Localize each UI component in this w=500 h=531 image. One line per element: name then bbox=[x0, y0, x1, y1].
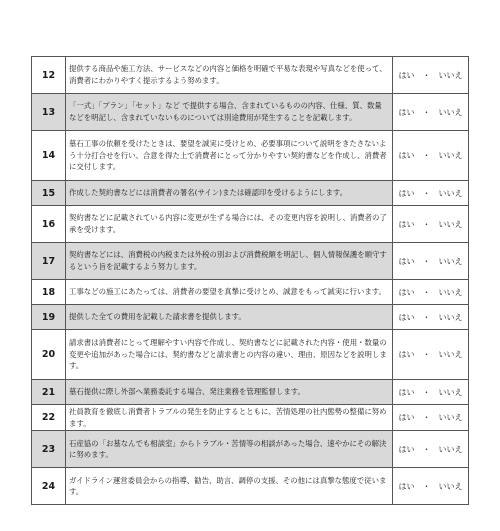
item-description: 契約書などには、消費税の内税または外税の別および消費税額を明記し、個人情報保護を順守するという旨を記載するよう努力します。 bbox=[66, 243, 393, 280]
item-number: 21 bbox=[32, 380, 66, 405]
item-description: 作成した契約書などには消費者の署名(サイン)または確認印を受けるようにします。 bbox=[66, 181, 393, 206]
checklist-row bbox=[32, 305, 469, 330]
item-number: 14 bbox=[32, 131, 66, 181]
answer-yes-option[interactable]: はい bbox=[398, 312, 415, 322]
answer-separator: ・ bbox=[422, 413, 431, 423]
checklist-row bbox=[32, 405, 469, 431]
answer-cell bbox=[393, 131, 469, 181]
checklist-row bbox=[32, 131, 469, 181]
answer-cell bbox=[393, 57, 469, 94]
item-number: 18 bbox=[32, 280, 66, 305]
answer-separator: ・ bbox=[422, 350, 431, 359]
answer-cell bbox=[393, 405, 469, 431]
answer-cell bbox=[393, 330, 469, 380]
answer-no-option[interactable]: いいえ bbox=[438, 188, 463, 198]
checklist-table bbox=[31, 56, 469, 505]
answer-no-option[interactable]: いいえ bbox=[438, 287, 463, 297]
item-number: 23 bbox=[32, 431, 66, 468]
answer-yes-option[interactable]: はい bbox=[398, 413, 415, 423]
checklist-row bbox=[32, 57, 469, 94]
answer-yes-option[interactable]: はい bbox=[398, 444, 415, 454]
checklist-row bbox=[32, 468, 469, 505]
item-description: 墓石提供に際し外部へ業務委託する場合、発注業務を管理監督します。 bbox=[66, 380, 393, 405]
answer-no-option[interactable]: いいえ bbox=[438, 350, 463, 359]
checklist-row bbox=[32, 94, 469, 131]
answer-cell bbox=[393, 206, 469, 243]
checklist-row bbox=[32, 243, 469, 280]
answer-yes-option[interactable]: はい bbox=[398, 387, 415, 397]
answer-no-option[interactable]: いいえ bbox=[438, 413, 463, 423]
checklist-row bbox=[32, 280, 469, 305]
item-description: 契約書などに記載されている内容に変更が生ずる場合には、その変更内容を説明し、消費者の了承を受けます。 bbox=[66, 206, 393, 243]
answer-separator: ・ bbox=[422, 312, 431, 322]
answer-no-option[interactable]: いいえ bbox=[438, 151, 463, 160]
item-description: 工事などの施工にあたっては、消費者の要望を真摯に受けとめ、誠意をもって誠実に行います。 bbox=[66, 280, 393, 305]
answer-no-option[interactable]: いいえ bbox=[438, 387, 463, 397]
answer-no-option[interactable]: いいえ bbox=[438, 219, 463, 229]
answer-separator: ・ bbox=[422, 287, 431, 297]
answer-yes-option[interactable]: はい bbox=[398, 256, 415, 266]
answer-yes-option[interactable]: はい bbox=[398, 107, 415, 117]
answer-no-option[interactable]: いいえ bbox=[438, 107, 463, 117]
answer-cell bbox=[393, 380, 469, 405]
answer-yes-option[interactable]: はい bbox=[398, 188, 415, 198]
answer-no-option[interactable]: いいえ bbox=[438, 70, 463, 80]
item-description: 石産協の「お墓なんでも相談室」からトラブル・苦情等の相談があった場合、速やかにその解決に努めます。 bbox=[66, 431, 393, 468]
answer-separator: ・ bbox=[422, 219, 431, 229]
answer-no-option[interactable]: いいえ bbox=[438, 444, 463, 454]
checklist-row bbox=[32, 380, 469, 405]
answer-no-option[interactable]: いいえ bbox=[438, 256, 463, 266]
answer-cell bbox=[393, 243, 469, 280]
answer-yes-option[interactable]: はい bbox=[398, 70, 415, 80]
answer-separator: ・ bbox=[422, 151, 431, 160]
item-number: 13 bbox=[32, 94, 66, 131]
item-description: 提供する商品や施工方法、サービスなどの内容と価格を明確で平易な表現や写真などを使って、消費者にわかりやすく提示するよう努めます。 bbox=[66, 57, 393, 94]
answer-separator: ・ bbox=[422, 188, 431, 198]
answer-separator: ・ bbox=[422, 107, 431, 117]
item-number: 15 bbox=[32, 181, 66, 206]
checklist-rows bbox=[32, 57, 469, 505]
item-number: 20 bbox=[32, 330, 66, 380]
item-number: 16 bbox=[32, 206, 66, 243]
answer-yes-option[interactable]: はい bbox=[398, 481, 415, 491]
item-number: 19 bbox=[32, 305, 66, 330]
answer-yes-option[interactable]: はい bbox=[398, 287, 415, 297]
answer-no-option[interactable]: いいえ bbox=[438, 481, 463, 491]
item-description: 提供した全ての費用を記載した請求書を提供します。 bbox=[66, 305, 393, 330]
answer-yes-option[interactable]: はい bbox=[398, 151, 415, 160]
item-description: 墓石工事の依頼を受けたときは、要望を誠実に受けとめ、必要事項について説明をきたさないよう十分打合せを行い、合意を得た上で消費者にとって分かりやすい契約書などを作成し、消費者に交付します。 bbox=[66, 131, 393, 181]
answer-cell bbox=[393, 305, 469, 330]
answer-cell bbox=[393, 468, 469, 505]
answer-cell bbox=[393, 181, 469, 206]
answer-separator: ・ bbox=[422, 256, 431, 266]
checklist-sheet bbox=[31, 56, 468, 505]
item-number: 24 bbox=[32, 468, 66, 505]
item-description: ガイドライン運営委員会からの指導、勧告、助言、調停の支援、その他には真摯な態度で従います。 bbox=[66, 468, 393, 505]
answer-separator: ・ bbox=[422, 481, 431, 491]
answer-separator: ・ bbox=[422, 387, 431, 397]
answer-cell bbox=[393, 431, 469, 468]
item-number: 17 bbox=[32, 243, 66, 280]
item-description: 請求書は消費者にとって理解やすい内容で作成し、契約書などに記載された内容・使用・数量の変更や追加があった場合には、契約書などと請求書との内容の違い、理由、原因などを説明します。 bbox=[66, 330, 393, 380]
checklist-row bbox=[32, 181, 469, 206]
answer-yes-option[interactable]: はい bbox=[398, 350, 415, 359]
answer-cell bbox=[393, 94, 469, 131]
checklist-row bbox=[32, 206, 469, 243]
answer-yes-option[interactable]: はい bbox=[398, 219, 415, 229]
checklist-row bbox=[32, 330, 469, 380]
item-number: 22 bbox=[32, 405, 66, 431]
answer-separator: ・ bbox=[422, 70, 431, 80]
answer-no-option[interactable]: いいえ bbox=[438, 312, 463, 322]
item-number: 12 bbox=[32, 57, 66, 94]
answer-separator: ・ bbox=[422, 444, 431, 454]
item-description: 「一式」「プラン」「セット」など で提供する場合、含まれているものの内容、仕様、質、数量などを明記し、含まれていないものについては別途費用が発生することを記載します。 bbox=[66, 94, 393, 131]
answer-cell bbox=[393, 280, 469, 305]
checklist-row bbox=[32, 431, 469, 468]
item-description: 社員教育を徹底し消費者トラブルの発生を防止するとともに、苦情処理の社内態勢の整備に努めます。 bbox=[66, 405, 393, 431]
